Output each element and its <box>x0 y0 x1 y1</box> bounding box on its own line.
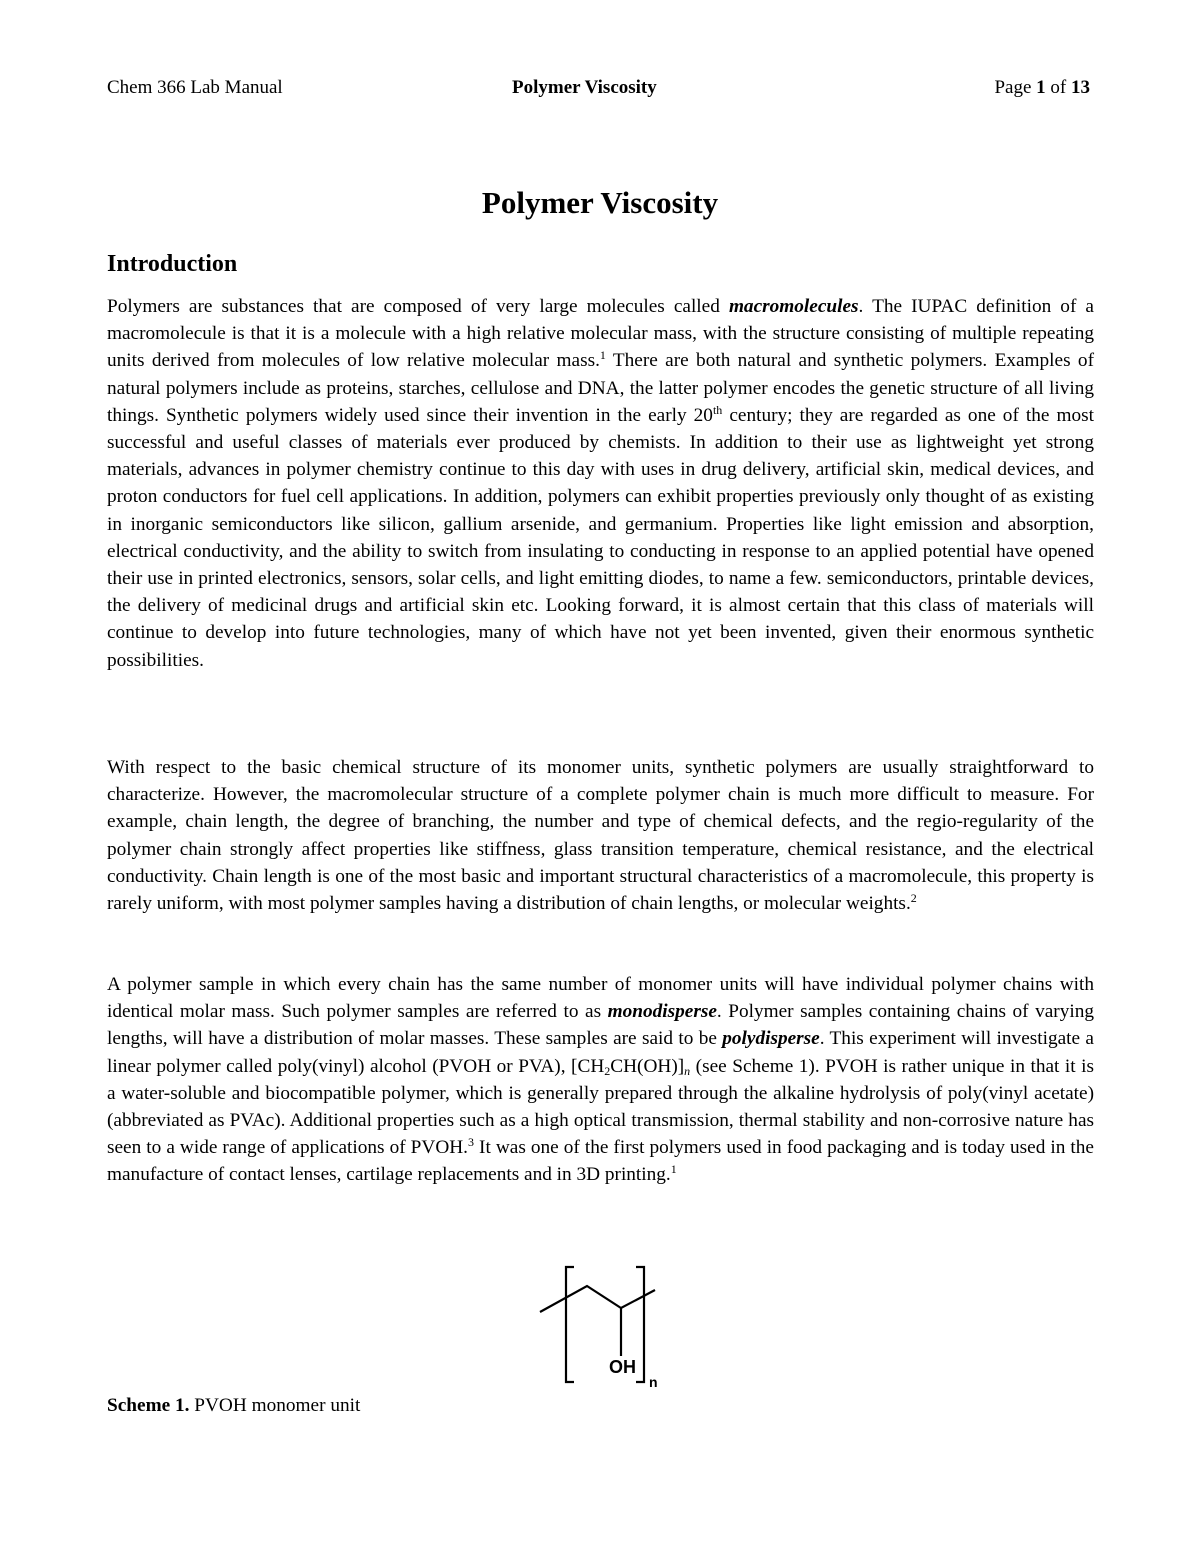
paragraph-intro: Polymers are substances that are composed of very large molecules called macromolecules. The IUPAC definition of a macromolecule is that it is a molecule with a high relative molecular mass, with the structure consisting of multiple repeating units derived from molecules of low relative molecular mass.$^1$ There are both natural and synthetic polymers. Examples of natural polymers include as proteins, starches, cellulose and DNA, the latter polymer encodes the genetic structure of all living things. Synthetic polymers widely used since their invention in the early 20th century; they are regarded as one of the most successful and useful classes of materials ever produced by chemists. In addition to their use as lightweight yet strong materials, advances in polymer chemistry continue to this day with uses in drug delivery, artificial skin, medical devices, and proton conductors for fuel cell applications. In addition, polymers can exhibit properties previously only thought of as existing in inorganic semiconductors like silicon, gallium arsenide, and germanium. Properties like light emission and absorption, electrical conductivity, and the ability to switch from insulating to conducting in response to an applied potential have opened their use in printed electronics, sensors, solar cells, and light emitting diodes, to name a few. semiconductors, printable devices, the delivery of medicinal drugs and artificial skin etc. Looking forward, it is almost certain that this class of materials will continue to develop into future technologies, many of which have not yet been invented, given their enormous synthetic possibilities. <box>107 296 1095 671</box>
paragraph-dispersity: A polymer sample in which every chain has the same number of monomer units will have individual polymer chains with identical molar mass. Such polymer samples are referred to as monodisperse. Polymer samples containing chains of varying lengths, will have a distribution of molar masses. These samples are said to be polydisperse. This experiment will investigate a linear polymer called poly(vinyl) alcohol (PVOH or PVA), $[CH_2CH(OH)]_n$ (see Scheme 1). PVOH is rather unique in that it is a water-soluble and biocompatible polymer, which is generally prepared through the alkaline hydrolysis of poly(vinyl acetate) (abbreviated as PVAc). Additional properties such as a high optical transmission, thermal stability and non-corrosive nature has seen to a wide range of applications of PVOH.$^3$ It was one of the first polymers used in food packaging and is today used in the manufacture of contact lenses, cartilage replacements and in 3D printing.$^1$ <box>107 974 1094 1186</box>
header-title: Polymer Viscosity <box>512 77 657 98</box>
backbone-bonds <box>540 1286 655 1312</box>
header-course: Chem 366 Lab Manual <box>107 77 283 98</box>
paragraph-structure: With respect to the basic chemical structure of its monomer units, synthetic polymers are usually straightforward to characterize. However, the macromolecular structure of a complete polymer chain is much more difficult to measure. For example, chain length, the degree of branching, the number and type of chemical defects, and the regio-regularity of the polymer chain strongly affect properties like stiffness, glass transition temperature, chemical resistance, and the electrical conductivity. Chain length is one of the most basic and important structural characteristics of a macromolecule, this property is rarely uniform, with most polymer samples having a distribution of chain lengths, or molecular weights.$^2$ <box>107 757 1094 915</box>
page-header <box>107 74 1090 102</box>
right-bracket <box>636 1267 644 1382</box>
repeat-subscript: n <box>649 1374 658 1390</box>
section-heading: Introduction <box>107 251 238 277</box>
page-title: Polymer Viscosity <box>481 185 719 220</box>
hydroxyl-label: OH <box>609 1357 636 1377</box>
scheme-caption: Scheme 1. PVOH monomer unit <box>107 1395 361 1416</box>
header-page-number: Page 1 of 13 <box>994 77 1090 98</box>
left-bracket <box>566 1267 574 1382</box>
